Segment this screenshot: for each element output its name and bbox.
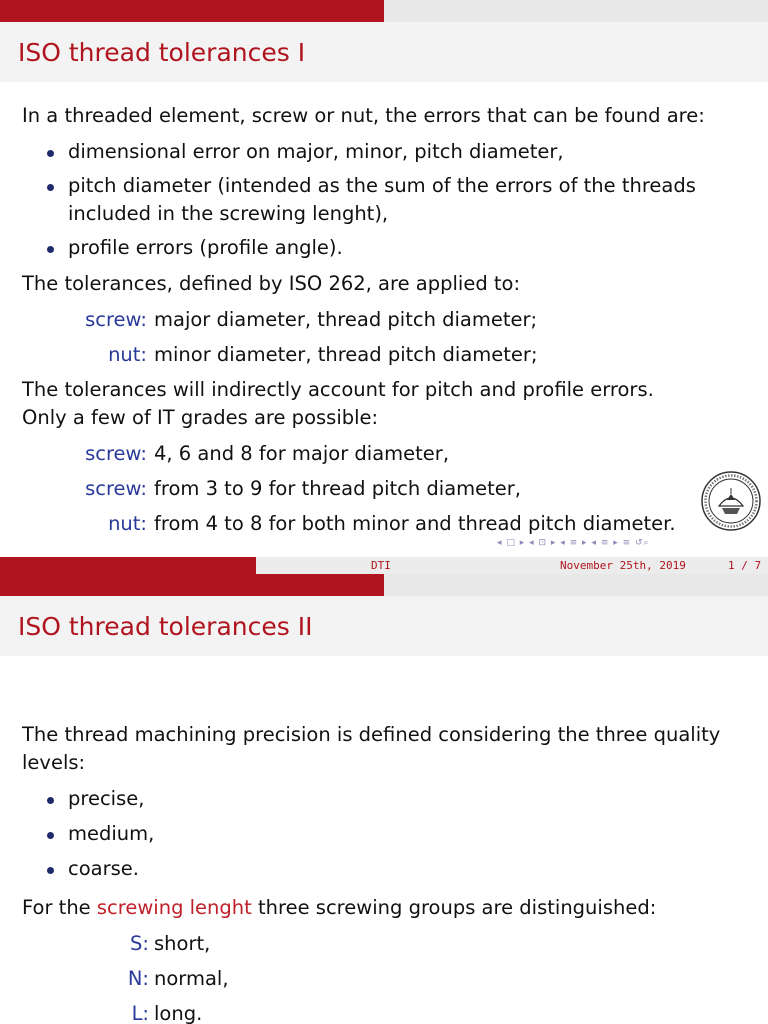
groups-prefix: For the: [22, 896, 91, 919]
description-text: normal,: [154, 967, 229, 990]
description-label: screw:: [85, 442, 147, 465]
slide-title: ISO thread tolerances II: [18, 612, 313, 641]
description-label: screw:: [85, 477, 147, 500]
description-label: S:: [130, 932, 149, 955]
list-item: dimensional error on major, minor, pitch diameter,: [68, 140, 564, 163]
intro-text: The thread machining precision is defined considering the three quality: [22, 723, 721, 746]
university-seal-icon: [700, 470, 762, 532]
description-label: nut:: [108, 512, 147, 535]
description-text: major diameter, thread pitch diameter;: [154, 308, 538, 331]
intro-text: In a threaded element, screw or nut, the errors that can be found are:: [22, 104, 705, 127]
grades-intro: Only a few of IT grades are possible:: [22, 406, 379, 429]
description-text: long.: [154, 1002, 203, 1024]
bullet-icon: [47, 867, 54, 874]
list-item-continuation: included in the screwing lenght),: [68, 202, 389, 225]
bullet-icon: [47, 246, 54, 253]
footer-date: November 25th, 2019: [560, 559, 686, 572]
description-text: minor diameter, thread pitch diameter;: [154, 343, 538, 366]
title-bar: [0, 596, 768, 656]
list-item: pitch diameter (intended as the sum of the errors of the threads: [68, 174, 696, 197]
description-text: from 3 to 9 for thread pitch diameter,: [154, 477, 522, 500]
title-bar: [0, 22, 768, 82]
groups-intro: [22, 895, 656, 921]
description-label: N:: [127, 967, 149, 990]
bullet-icon: [47, 797, 54, 804]
list-item: precise,: [68, 787, 145, 810]
header-bar: [0, 0, 768, 22]
description-label: nut:: [108, 343, 147, 366]
navigation-symbols-icon[interactable]: ◂ □ ▸ ◂ ⊡ ▸ ◂ ≡ ▸ ◂ ≡ ▸ ≡ ↺⌕: [497, 538, 650, 548]
intro-text-continuation: levels:: [22, 751, 86, 774]
footer-title: DTI: [371, 559, 391, 572]
screwing-length-term: screwing lenght: [96, 896, 252, 919]
bullet-icon: [47, 150, 54, 157]
description-text: from 4 to 8 for both minor and thread pitch diameter.: [154, 512, 676, 535]
header-bar: [0, 574, 768, 596]
list-item: profile errors (profile angle).: [68, 236, 343, 259]
description-label: screw:: [85, 308, 147, 331]
bullet-icon: [47, 184, 54, 191]
footer-bar: [0, 557, 768, 574]
groups-suffix: three screwing groups are distinguished:: [258, 896, 657, 919]
description-text: short,: [154, 932, 211, 955]
description-label: L:: [131, 1002, 149, 1024]
slide-2: [0, 574, 768, 1024]
indirect-text: The tolerances will indirectly account for pitch and profile errors.: [22, 378, 654, 401]
bullet-icon: [47, 832, 54, 839]
slide-title: ISO thread tolerances I: [18, 38, 306, 67]
applied-intro: The tolerances, defined by ISO 262, are applied to:: [22, 272, 521, 295]
list-item: coarse.: [68, 857, 139, 880]
page-number: 1 / 7: [728, 559, 762, 572]
description-text: 4, 6 and 8 for major diameter,: [154, 442, 450, 465]
list-item: medium,: [68, 822, 155, 845]
